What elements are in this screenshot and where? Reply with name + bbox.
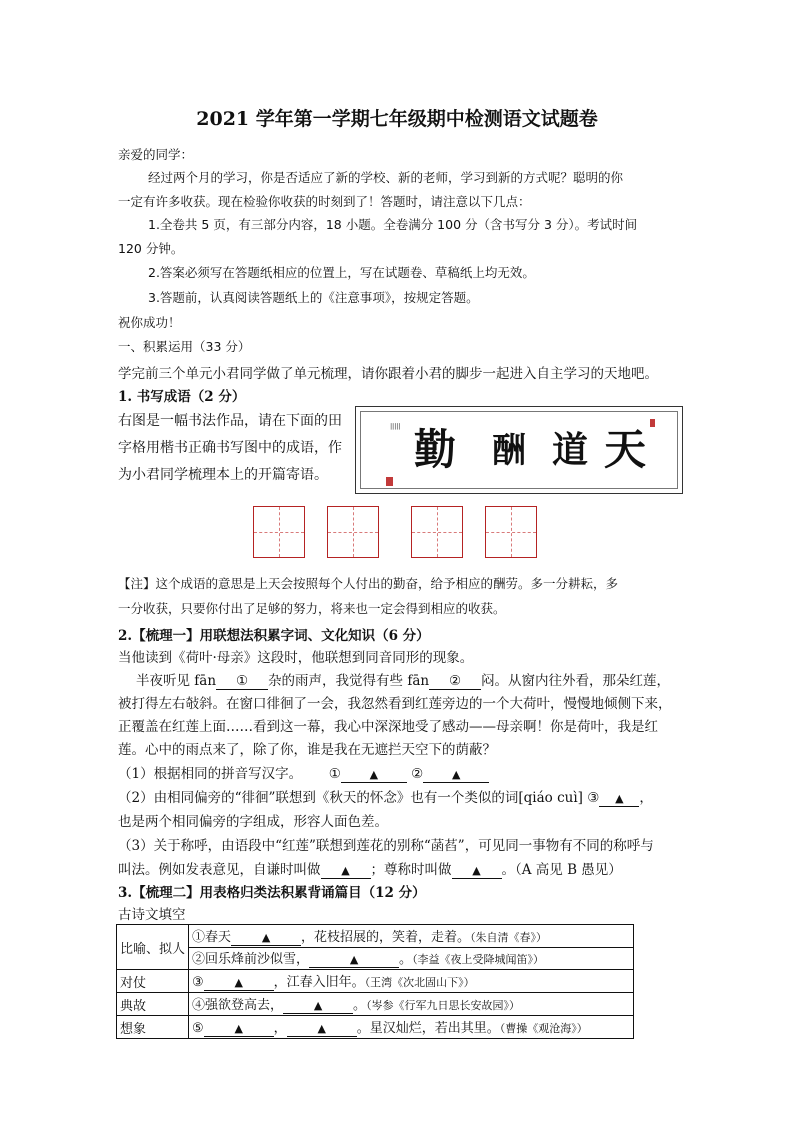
q2-p4: 正覆盖在红莲上面……看到这一幕，我心中深深地受了感动——母亲啊！你是荷叶，我是红 — [118, 719, 658, 735]
poem-blank-3[interactable] — [204, 975, 274, 991]
q2-p3: 被打得左右敧斜。在窗口徘徊了一会，我忽然看到红莲旁边的一个大荷叶，慢慢地倾侧下来， — [118, 696, 672, 712]
triangle-marker-icon: ▲ — [369, 768, 379, 781]
answer-1-blank[interactable] — [341, 766, 407, 783]
line-pre: 春天 — [205, 929, 232, 945]
table-row — [117, 993, 634, 1016]
poem-line-5 — [189, 1016, 634, 1039]
triangle-marker-icon: ▲ — [313, 999, 323, 1012]
triangle-marker-icon: ▲ — [234, 1022, 243, 1035]
q2-sub3b-text-b: ；尊称时叫做 — [370, 862, 452, 878]
line-source: （曹操《观沧海》） — [499, 1022, 588, 1035]
q2-p2-text-c: 闷。从窗内往外看，那朵红莲， — [481, 673, 671, 689]
answer-respect-blank[interactable] — [452, 862, 502, 879]
line-num: ① — [192, 929, 206, 945]
line-num: ③ — [192, 975, 204, 990]
q2-heading: 2.【梳理一】用联想法积累字词、文化知识（6 分） — [118, 628, 430, 644]
line-post: 。星汉灿烂，若出其里。 — [356, 1021, 500, 1036]
answer-2-blank[interactable] — [423, 766, 489, 783]
q2-p5: 莲。心中的雨点来了，除了你，谁是我在无遮拦天空下的荫蔽？ — [118, 742, 496, 758]
q2-p2 — [136, 669, 670, 690]
q2-sub3b — [118, 858, 622, 879]
poem-blank-4[interactable] — [283, 998, 353, 1014]
triangle-marker-icon: ▲ — [317, 1022, 326, 1035]
triangle-marker-icon: ▲ — [472, 864, 481, 877]
line-post: 。 — [399, 952, 413, 968]
seal-stamp-top — [650, 419, 655, 427]
intro-line-1: 经过两个月的学习，你是否适应了新的学校、新的老师，学习到新的方式呢？聪明的你 — [148, 170, 624, 185]
q2-sub2a — [118, 786, 653, 807]
rule-1a: 1.全卷共 5 页，有三部分内容，18 小题。全卷满分 100 分（含书写分 3 分）。考试时间 — [148, 217, 638, 232]
calligraphy-char-3: 酬 — [492, 431, 526, 471]
triangle-marker-icon: ▲ — [261, 930, 271, 944]
calligraphy-char-4: 勤 — [414, 425, 457, 474]
line-pre: 回乐烽前沙似雪， — [205, 952, 310, 968]
poem-line-1 — [189, 925, 634, 948]
q1-prompt-2: 字格用楷书正确书写图中的成语，作 — [118, 440, 342, 456]
line-post: 。 — [353, 998, 367, 1013]
seal-stamp — [386, 477, 393, 486]
line-mid: ， — [273, 1021, 287, 1036]
blank-2-num: ② — [449, 673, 462, 689]
wish: 祝你成功！ — [118, 315, 181, 330]
poem-table — [116, 924, 634, 1039]
q2-sub1-text: （1）根据相同的拼音写汉字。 — [118, 766, 303, 782]
table-row — [117, 1016, 634, 1039]
blank-2[interactable] — [429, 673, 481, 690]
poem-blank-1[interactable] — [231, 930, 301, 946]
section-1-heading: 一、积累运用（33 分） — [118, 339, 251, 354]
q1-note-a: 【注】这个成语的意思是上天会按照每个人付出的勤奋，给予相应的酬劳。多一分耕耘，多 — [118, 576, 619, 591]
calligraphy-signature: ∣∣∣∣∣ — [390, 423, 401, 431]
category-cell: 对仗 — [117, 970, 189, 993]
poem-blank-2[interactable] — [309, 952, 399, 968]
q2-sub2a-text: （2）由相同偏旁的“徘徊”联想到《秋天的怀念》也有一个类似的词[qiáo cuì] ③ — [118, 790, 600, 806]
q2-sub3b-options: 。（A 高见 B 愚见） — [501, 862, 622, 878]
line-num: ④ — [192, 998, 206, 1013]
q2-p2-text-b: 杂的雨声，我觉得有些 fān — [268, 673, 430, 689]
triangle-marker-icon: ▲ — [615, 792, 624, 805]
table-row — [117, 970, 634, 993]
q2-p2-text-a: 半夜听见 fān — [136, 673, 217, 689]
tianzige-box-3[interactable] — [411, 506, 463, 558]
answer-humble-blank[interactable] — [321, 862, 371, 879]
rule-1b: 120 分钟。 — [118, 241, 184, 256]
q2-p1: 当他读到《荷叶·母亲》这段时，他联想到同音同形的现象。 — [118, 650, 474, 666]
q2-sub3a: （3）关于称呼，由语段中“红莲”联想到莲花的别称“菡萏”，可见同一事物有不同的称呼与 — [118, 838, 654, 854]
intro-line-2: 一定有许多收获。现在检验你收获的时刻到了！答题时，请注意以下几点： — [118, 194, 531, 209]
q1-heading: 1. 书写成语（2 分） — [118, 389, 246, 405]
category-cell: 比喻、拟人 — [117, 925, 189, 970]
calligraphy-artwork — [355, 406, 683, 494]
q2-sub1 — [118, 762, 489, 783]
q1-prompt-3: 为小君同学梳理本上的开篇寄语。 — [118, 467, 328, 483]
line-source: （岑参《行军九日思长安故园》） — [366, 999, 521, 1012]
q1-note-b: 一分收获，只要你付出了足够的努力，将来也一定会得到相应的收获。 — [118, 601, 506, 616]
triangle-marker-icon: ▲ — [234, 976, 243, 989]
poem-blank-5[interactable] — [204, 1021, 274, 1037]
answer-2-num: ② — [411, 766, 424, 782]
poem-line-3 — [189, 970, 634, 993]
q3-subtitle: 古诗文填空 — [118, 907, 186, 923]
q2-sub2b: 也是两个相同偏旁的字组成，形容人面色差。 — [118, 814, 388, 830]
tianzige-box-1[interactable] — [253, 506, 305, 558]
line-source: （王湾《次北固山下》） — [364, 976, 475, 989]
triangle-marker-icon: ▲ — [349, 953, 359, 967]
line-pre: 强欲登高去， — [205, 998, 284, 1013]
rule-2: 2.答案必须写在答题纸相应的位置上，写在试题卷、草稿纸上均无效。 — [148, 265, 535, 280]
answer-3-blank[interactable] — [599, 790, 639, 807]
answer-1-num: ① — [328, 766, 341, 782]
tianzige-box-4[interactable] — [485, 506, 537, 558]
calligraphy-char-1: 天 — [604, 425, 647, 474]
category-cell: 典故 — [117, 993, 189, 1016]
line-post: ，江春入旧年。 — [273, 975, 365, 990]
table-row — [117, 947, 634, 970]
page-title: 2021 学年第一学期七年级期中检测语文试题卷 — [196, 108, 598, 130]
category-cell: 想象 — [117, 1016, 189, 1039]
line-num: ⑤ — [192, 1021, 204, 1036]
line-source: （李益《夜上受降城闻笛》） — [412, 953, 545, 967]
tianzige-box-2[interactable] — [327, 506, 379, 558]
poem-line-4 — [189, 993, 634, 1016]
q2-sub2a-end: ， — [639, 790, 653, 806]
line-source: （朱自清《春》） — [470, 930, 548, 944]
section-1-lead: 学完前三个单元小君同学做了单元梳理，请你跟着小君的脚步一起进入自主学习的天地吧。 — [118, 366, 658, 382]
triangle-marker-icon: ▲ — [341, 864, 350, 877]
line-num: ② — [192, 952, 206, 968]
blank-1-num: ① — [235, 673, 249, 689]
table-row — [117, 925, 634, 948]
poem-blank-6[interactable] — [287, 1021, 357, 1037]
triangle-marker-icon: ▲ — [451, 768, 461, 781]
poem-line-2 — [189, 947, 634, 970]
q2-sub3b-text-a: 叫法。例如发表意见，自谦时叫做 — [118, 862, 321, 878]
greeting: 亲爱的同学： — [118, 147, 194, 162]
q1-prompt-1: 右图是一幅书法作品，请在下面的田 — [118, 413, 342, 429]
blank-1[interactable] — [216, 673, 268, 690]
calligraphy-char-2: 道 — [552, 429, 589, 471]
q3-heading: 3.【梳理二】用表格归类法积累背诵篇目（12 分） — [118, 885, 426, 901]
rule-3: 3.答题前，认真阅读答题纸上的《注意事项》，按规定答题。 — [148, 290, 479, 305]
line-post: ，花枝招展的，笑着，走着。 — [301, 929, 471, 945]
